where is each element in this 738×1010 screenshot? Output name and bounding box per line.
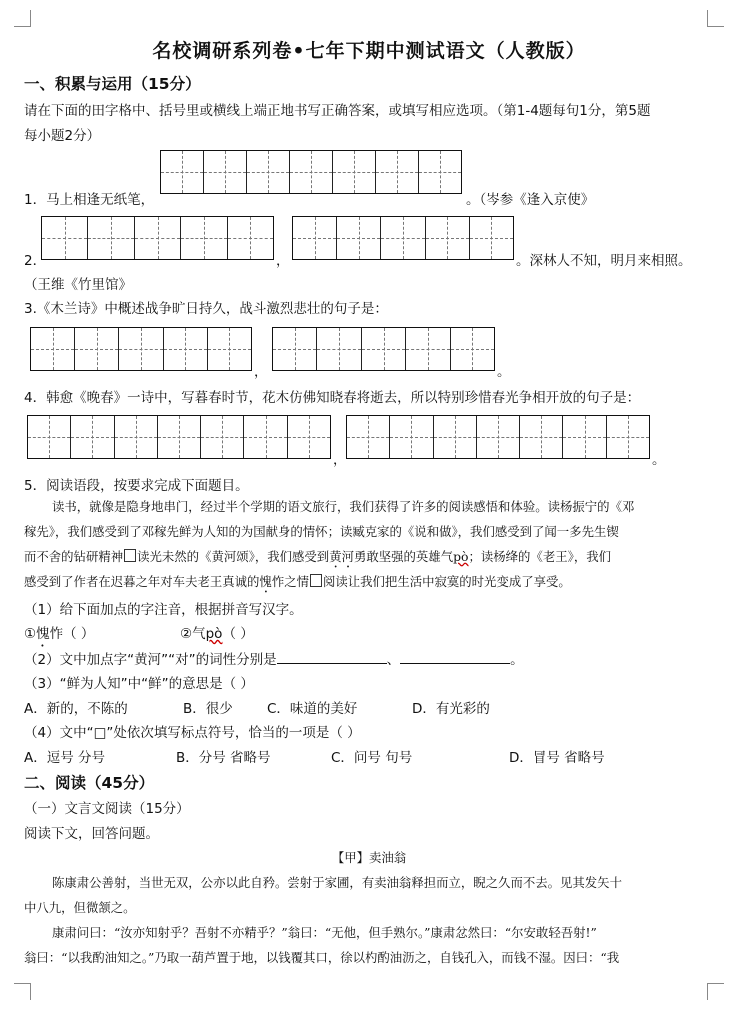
- passage-line-2: 稼先》，我们感受到了邓稼先鲜为人知的为国献身的情怀；读臧克家的《说和做》，我们感受到了闻一多先生锲: [24, 524, 619, 539]
- crop-mark-top-right: [707, 10, 724, 27]
- question-4-end: 。: [652, 452, 666, 468]
- instruction-line-2: 每小题2分）: [24, 128, 101, 144]
- crop-mark-bottom-right: [707, 983, 724, 1000]
- page-title: 名校调研系列卷•七年下期中测试语文（人教版）: [152, 40, 586, 62]
- reading-p2-line-2: 翁曰：“以我酌油知之。”乃取一葫芦置于地，以钱覆其口，徐以杓酌油沥之，自钱孔入，而钱不湿。因曰：“我: [24, 950, 620, 965]
- subquestion-1: （1）给下面加点的字注音，根据拼音写汉字。: [24, 602, 303, 618]
- question-5: 5．阅读语段，按要求完成下面题目。: [24, 478, 249, 494]
- subquestion-4-option-c: C．问号 句号: [331, 750, 413, 766]
- question-1-prefix: 1．马上相逢无纸笔，: [24, 192, 155, 208]
- subquestion-4-option-d: D．冒号 省略号: [509, 750, 605, 766]
- section1-heading: 一、积累与运用（15分）: [24, 75, 201, 93]
- question-1-suffix: 。（岑参《逢入京使》: [466, 192, 595, 208]
- subquestion-3: （3）“鲜为人知”中“鲜”的意思是（ ）: [24, 676, 254, 692]
- answer-grid-q2-right[interactable]: [292, 216, 514, 260]
- reading-p1-line-1: 陈康肃公善射，当世无双，公亦以此自矜。尝射于家圃，有卖油翁释担而立，睨之久而不去。见其发矢十: [52, 875, 622, 890]
- question-2-comma: ，: [276, 253, 290, 269]
- answer-blank[interactable]: [277, 651, 387, 664]
- answer-grid-q1[interactable]: [160, 150, 462, 194]
- question-2-suffix: 。深林人不知，明月来相照。: [516, 253, 692, 269]
- answer-grid-q2-left[interactable]: [41, 216, 274, 260]
- punctuation-blank-box: [124, 549, 136, 562]
- reading-title: 【甲】卖油翁: [331, 850, 407, 865]
- subquestion-3-option-c: C．味道的美好: [267, 701, 358, 717]
- question-2-prefix: 2．: [24, 253, 47, 269]
- subquestion-1-a: ①愧怍（ ）: [24, 626, 95, 642]
- instruction-line-1: 请在下面的田字格中、括号里或横线上端正地书写正确答案，或填写相应选项。（第1-4题每句1分，第5题: [24, 103, 651, 119]
- subquestion-1-b: ②气pò（ ）: [180, 626, 254, 642]
- section2-heading: 二、阅读（45分）: [24, 774, 155, 792]
- subquestion-3-option-b: B．很少: [183, 701, 233, 717]
- subquestion-2: （2）文中加点字“黄河”“对”的词性分别是 、 。: [24, 652, 524, 668]
- passage-line-4: 感受到了作者在迟暮之年对车夫老王真诚的愧怍之情 阅读让我们把生活中寂寞的时光变成了享受。: [24, 574, 571, 589]
- question-3: 3.《木兰诗》中概述战争旷日持久，战斗激烈悲壮的句子是：: [24, 301, 388, 317]
- subquestion-4-option-b: B．分号 省略号: [176, 750, 271, 766]
- section2-subheading: （一）文言文阅读（15分）: [24, 801, 190, 817]
- answer-grid-q4-left[interactable]: [27, 415, 331, 459]
- answer-grid-q3-right[interactable]: [272, 327, 495, 371]
- section2-instruction: 阅读下文，回答问题。: [24, 826, 159, 842]
- passage-line-3: 而不舍的钻研精神 读光未然的《黄河颂》，我们感受到黄河勇敢坚强的英雄气pò；读杨绛的《老王》，我们: [24, 549, 611, 564]
- subquestion-4-option-a: A．逗号 分号: [24, 750, 106, 766]
- subquestion-3-option-d: D．有光彩的: [412, 701, 490, 717]
- reading-p2-line-1: 康肃问曰：“汝亦知射乎？吾射不亦精乎？”翁曰：“无他，但手熟尔。”康肃忿然曰：“尔安敢轻吾射!”: [52, 925, 597, 940]
- question-3-end: 。: [497, 364, 511, 380]
- question-4: 4．韩愈《晚春》一诗中，写暮春时节，花木仿佛知晓春将逝去，所以特别珍惜春光争相开放的句子是：: [24, 390, 641, 406]
- reading-p1-line-2: 中八九，但微颔之。: [24, 900, 136, 915]
- question-2-source: （王维《竹里馆》: [24, 277, 132, 293]
- question-3-comma: ，: [254, 364, 268, 380]
- answer-grid-q3-left[interactable]: [30, 327, 252, 371]
- passage-line-1: 读书，就像是隐身地串门，经过半个学期的语文旅行，我们获得了许多的阅读感悟和体验。读杨振宁的《邓: [52, 499, 635, 514]
- crop-mark-top-left: [14, 10, 31, 27]
- punctuation-blank-box: [310, 574, 322, 587]
- answer-blank[interactable]: [400, 651, 510, 664]
- subquestion-3-option-a: A．新的，不陈的: [24, 701, 128, 717]
- answer-grid-q4-right[interactable]: [346, 415, 650, 459]
- question-4-comma: ，: [333, 452, 347, 468]
- crop-mark-bottom-left: [14, 983, 31, 1000]
- subquestion-4: （4）文中“□”处依次填写标点符号，恰当的一项是（ ）: [24, 725, 361, 741]
